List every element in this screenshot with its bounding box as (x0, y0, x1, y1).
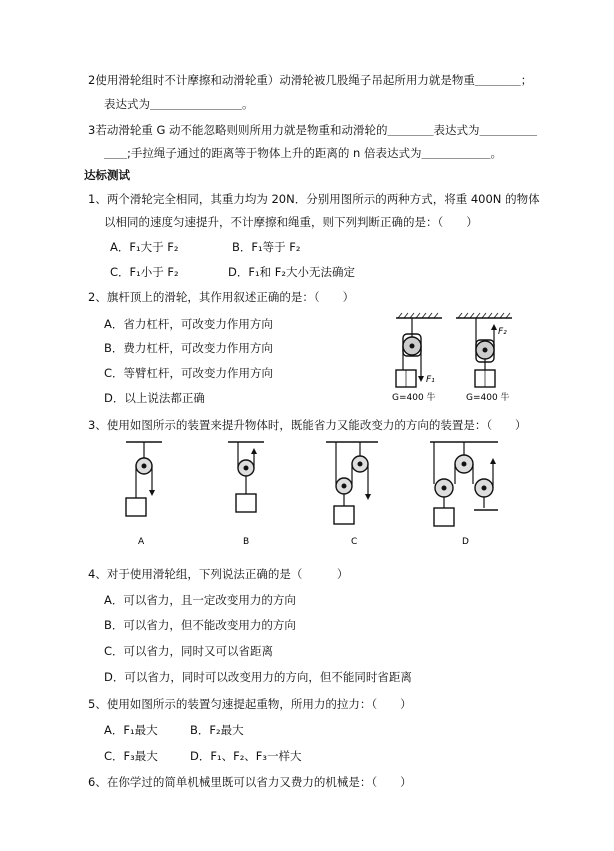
q5-option-b: B．F₂最大 (190, 723, 244, 737)
q5-option-c: C．F₃最大 (104, 749, 158, 763)
q2-option-b: B．费力杠杆，可改变力作用方向 (104, 341, 273, 355)
q5-stem: 5、使用如图所示的装置匀速提起重物，所用力的拉力：（ ） (88, 697, 412, 711)
q3-label-a: A (138, 537, 145, 547)
q1-option-b: B．F₁等于 F₂ (232, 240, 301, 254)
q1-option-c: C．F₁小于 F₂ (110, 265, 179, 279)
intro-line-3-continued: ＿＿;手拉绳子通过的距离等于物体上升的距离的 n 倍表达式为＿＿＿＿＿＿。 (104, 146, 502, 160)
q4-option-d: D．可以省力，同时可以改变用力的方向，但不能同时省距离 (104, 670, 412, 684)
q1-option-a: A．F₁大于 F₂ (110, 240, 179, 254)
q3-label-d: D (462, 537, 469, 547)
q2-pulley-figure (388, 312, 528, 407)
q1-option-d: D．F₁和 F₂大小无法确定 (228, 265, 355, 279)
q1-stem-line-1: 1、两个滑轮完全相同，其重力均为 20N．分别用图所示的两种方式，将重 400N 的物体 (88, 192, 540, 206)
q4-option-b: B．可以省力，但不能改变用力的方向 (104, 618, 296, 632)
q2-figure-left-weight: G=400 牛 (392, 393, 436, 403)
q4-option-a: A．可以省力，且一定改变用力的方向 (104, 593, 296, 607)
intro-line-3: 3若动滑轮重 G 动不能忽略则则所用力就是物重和动滑轮的＿＿＿＿表达式为＿＿＿＿＿ (88, 123, 538, 137)
section-title: 达标测试 (84, 168, 130, 182)
q2-stem: 2、旗杆顶上的滑轮，其作用叙述正确的是：（ ） (88, 290, 355, 304)
q3-label-b: B (243, 537, 250, 547)
q3-label-c: C (351, 537, 358, 547)
q5-option-a: A．F₁最大 (104, 723, 158, 737)
intro-line-2: 2使用滑轮组时不计摩擦和动滑轮重）动滑轮被几股绳子吊起所用力就是物重＿＿＿＿； (88, 73, 533, 87)
q2-option-d: D．以上说法都正确 (104, 391, 205, 405)
q4-option-c: C．可以省力，同时又可以省距离 (104, 644, 274, 658)
q4-stem: 4、对于使用滑轮组，下列说法正确的是（ ） (88, 567, 349, 581)
q2-figure-force-f2: F₂ (498, 327, 507, 337)
q2-option-c: C．等臂杠杆，可改变力作用方向 (104, 366, 274, 380)
q1-stem-line-2: 以相同的速度匀速提升，不计摩擦和绳重，则下列判断正确的是：（ ） (104, 215, 478, 229)
q2-figure-force-f1: F₁ (426, 375, 435, 385)
intro-line-2-formula: 表达式为＿＿＿＿＿＿＿＿。 (104, 97, 254, 111)
q3-stem: 3、使用如图所示的装置来提升物体时，既能省力又能改变力的方向的装置是：（ ） (88, 418, 527, 432)
q2-option-a: A．省力杠杆，可改变力作用方向 (104, 317, 273, 331)
q3-pulley-figure (108, 436, 528, 551)
q5-option-d: D．F₁、F₂、F₃一样大 (190, 749, 302, 763)
q2-figure-right-weight: G=400 牛 (466, 393, 510, 403)
q6-stem: 6、在你学过的简单机械里既可以省力又费力的机械是：（ ） (88, 775, 412, 789)
